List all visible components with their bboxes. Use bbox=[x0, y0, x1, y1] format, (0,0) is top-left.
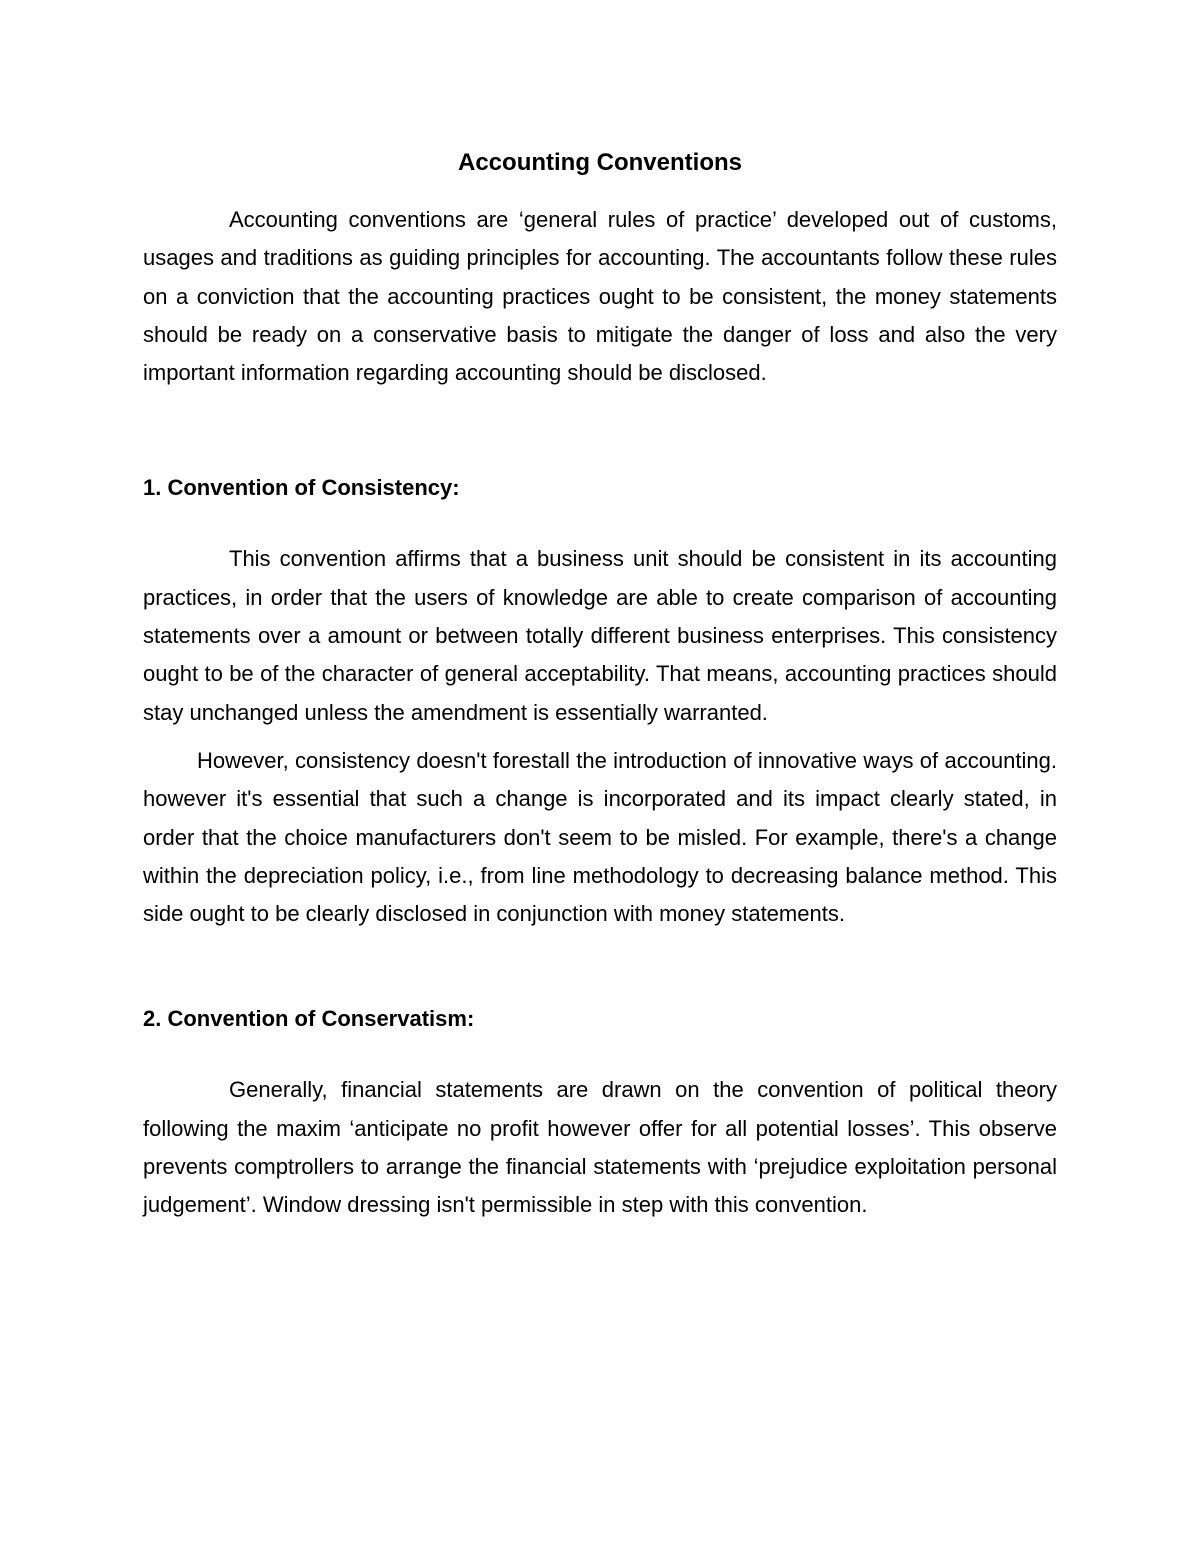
section-heading-conservatism: 2. Convention of Conservatism: bbox=[143, 1006, 475, 1032]
document-body bbox=[143, 145, 1057, 1225]
spacer bbox=[143, 504, 1057, 540]
spacer bbox=[143, 392, 1057, 472]
spacer bbox=[143, 933, 1057, 1003]
conservatism-paragraph-1: Generally, financial statements are drawn on the convention of political theory following the maxim ‘anticipate no profit however offer for all potential losses’. This observe prevents comptrollers to arrange the financial statements with ‘prejudice exploitation personal judgement’. Window dressing isn't permissible in step with this convention. bbox=[143, 1077, 1057, 1218]
consistency-paragraph-1: This convention affirms that a business unit should be consistent in its accounting practices, in order that the users of knowledge are able to create comparison of accounting statements over a amount or between totally different business enterprises. This consistency ought to be of the character of general acceptability. That means, accounting practices should stay unchanged unless the amendment is essentially warranted. bbox=[143, 546, 1057, 725]
intro-paragraph: Accounting conventions are ‘general rules of practice’ developed out of customs, usages and traditions as guiding principles for accounting. The accountants follow these rules on a conviction that the accounting practices ought to be consistent, the money statements should be ready on a conservative basis to mitigate the danger of loss and also the very important information regarding accounting should be disclosed. bbox=[143, 207, 1057, 386]
section-heading-consistency: 1. Convention of Consistency: bbox=[143, 475, 460, 501]
spacer bbox=[143, 1035, 1057, 1071]
consistency-paragraph-2: However, consistency doesn't forestall the introduction of innovative ways of accounting. however it's essential that such a change is incorporated and its impact clearly stated, in order that the choice manufacturers don't seem to be misled. For example, there's a change within the depreciation policy, i.e., from line methodology to decreasing balance method. This side ought to be clearly disclosed in conjunction with money statements. bbox=[143, 747, 1057, 927]
document-title: Accounting Conventions bbox=[458, 149, 742, 176]
spacer bbox=[143, 732, 1057, 742]
